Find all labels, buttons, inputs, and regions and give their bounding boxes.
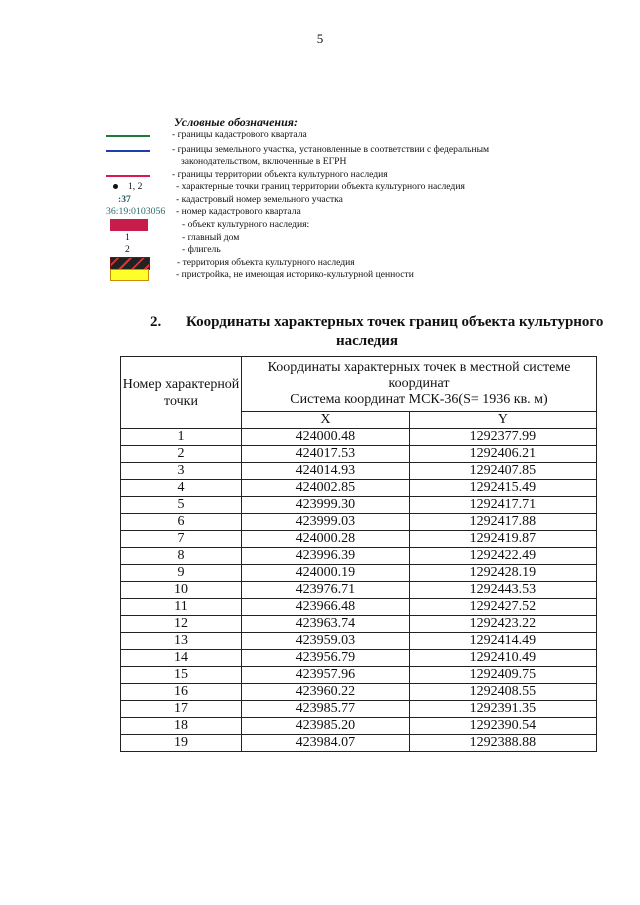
table-row xyxy=(121,446,597,463)
table-row xyxy=(121,565,597,582)
legend-symbol-label: 2 xyxy=(125,244,130,255)
legend-item xyxy=(0,129,640,142)
cell-x: 423956.79 xyxy=(242,650,410,667)
legend-item-text: - кадастровый номер земельного участка xyxy=(176,194,343,205)
table-row xyxy=(121,616,597,633)
cell-y: 1292414.49 xyxy=(409,633,596,650)
cell-y: 1292419.87 xyxy=(409,531,596,548)
cell-point-number: 14 xyxy=(121,650,242,667)
cell-x: 423999.30 xyxy=(242,497,410,514)
cell-point-number: 10 xyxy=(121,582,242,599)
page-number: 5 xyxy=(316,31,324,46)
cell-point-number: 9 xyxy=(121,565,242,582)
legend-item-text: - главный дом xyxy=(182,232,240,243)
header-coordinate-system: Система координат МСК-36(S= 1936 кв. м) xyxy=(290,392,548,407)
cell-x: 423996.39 xyxy=(242,548,410,565)
cell-point-number: 18 xyxy=(121,718,242,735)
legend-item-text: - границы земельного участка, установленные в соответствии с федеральным xyxy=(172,144,490,155)
table-row xyxy=(121,463,597,480)
table-row xyxy=(121,650,597,667)
table-row xyxy=(121,531,597,548)
cell-x: 423960.22 xyxy=(242,684,410,701)
cell-y: 1292410.49 xyxy=(409,650,596,667)
legend-item-text: - границы территории объекта культурного наследия xyxy=(172,169,388,180)
cell-y: 1292417.71 xyxy=(409,497,596,514)
legend-item xyxy=(0,156,640,169)
cell-point-number: 1 xyxy=(121,429,242,446)
cell-y: 1292422.49 xyxy=(409,548,596,565)
cell-y: 1292388.88 xyxy=(409,735,596,752)
legend-symbol-label: 1 xyxy=(125,232,130,243)
legend-line-symbol xyxy=(106,175,150,177)
header-coordinates xyxy=(242,357,597,412)
cell-point-number: 5 xyxy=(121,497,242,514)
section-title-line1: Координаты характерных точек границ объекта культурного xyxy=(186,314,604,330)
cell-point-number: 3 xyxy=(121,463,242,480)
legend-item xyxy=(0,219,640,232)
cell-point-number: 13 xyxy=(121,633,242,650)
cell-point-number: 2 xyxy=(121,446,242,463)
cell-point-number: 19 xyxy=(121,735,242,752)
cell-x: 424002.85 xyxy=(242,480,410,497)
table-row xyxy=(121,735,597,752)
cell-y: 1292391.35 xyxy=(409,701,596,718)
cell-point-number: 12 xyxy=(121,616,242,633)
cell-point-number: 15 xyxy=(121,667,242,684)
table-row xyxy=(121,429,597,446)
section-number: 2. xyxy=(150,314,162,330)
legend-item-text: - номер кадастрового квартала xyxy=(176,206,301,217)
cell-x: 423966.48 xyxy=(242,599,410,616)
cell-point-number: 4 xyxy=(121,480,242,497)
cell-y: 1292377.99 xyxy=(409,429,596,446)
cell-point-number: 16 xyxy=(121,684,242,701)
table-body xyxy=(121,429,597,752)
cell-x: 424000.48 xyxy=(242,429,410,446)
cell-y: 1292423.22 xyxy=(409,616,596,633)
table-row xyxy=(121,480,597,497)
legend-line-symbol xyxy=(106,135,150,137)
cell-x: 423999.03 xyxy=(242,514,410,531)
cell-x: 423985.20 xyxy=(242,718,410,735)
legend-item-text: - пристройка, не имеющая историко-культурной ценности xyxy=(176,269,414,280)
legend-item-text: - характерные точки границ территории объекта культурного наследия xyxy=(176,181,465,192)
cell-y: 1292407.85 xyxy=(409,463,596,480)
legend-item xyxy=(0,244,640,257)
cell-x: 423959.03 xyxy=(242,633,410,650)
legend-heritage-object-symbol xyxy=(110,219,148,231)
legend-item xyxy=(0,181,640,194)
legend-annex-symbol xyxy=(110,269,149,281)
cell-point-number: 11 xyxy=(121,599,242,616)
cell-y: 1292390.54 xyxy=(409,718,596,735)
table-row xyxy=(121,514,597,531)
legend-item-text: законодательством, включенные в ЕГРН xyxy=(181,156,347,167)
cell-y: 1292408.55 xyxy=(409,684,596,701)
cell-y: 1292406.21 xyxy=(409,446,596,463)
cell-point-number: 7 xyxy=(121,531,242,548)
legend-symbol-label: 1, 2 xyxy=(128,181,143,192)
table-row xyxy=(121,684,597,701)
header-x: X xyxy=(242,412,410,429)
cell-x: 424000.28 xyxy=(242,531,410,548)
legend-symbol-label: 36:19:0103056 xyxy=(106,206,166,217)
cell-y: 1292427.52 xyxy=(409,599,596,616)
header-point-number: Номер характерной точки xyxy=(121,357,242,429)
cell-x: 423976.71 xyxy=(242,582,410,599)
cell-x: 424014.93 xyxy=(242,463,410,480)
cell-x: 424000.19 xyxy=(242,565,410,582)
table-row xyxy=(121,599,597,616)
table-row xyxy=(121,718,597,735)
legend-point-symbol xyxy=(113,184,118,189)
legend-item-text: - флигель xyxy=(182,244,221,255)
legend-item-text: - объект культурного наследия: xyxy=(182,219,310,230)
table-row xyxy=(121,633,597,650)
legend-item-text: - территория объекта культурного наследия xyxy=(177,257,355,268)
legend-item-text: - границы кадастрового квартала xyxy=(172,129,307,140)
legend-title: Условные обозначения: xyxy=(174,115,298,129)
cell-y: 1292428.19 xyxy=(409,565,596,582)
cell-y: 1292415.49 xyxy=(409,480,596,497)
legend-symbol-label: :37 xyxy=(118,194,131,205)
cell-x: 424017.53 xyxy=(242,446,410,463)
table-row xyxy=(121,701,597,718)
table-row xyxy=(121,667,597,684)
legend-line-symbol xyxy=(106,150,150,152)
cell-x: 423963.74 xyxy=(242,616,410,633)
table-row xyxy=(121,497,597,514)
cell-x: 423957.96 xyxy=(242,667,410,684)
legend-item xyxy=(0,269,640,282)
section-title-line2: наследия xyxy=(335,333,399,349)
cell-x: 423985.77 xyxy=(242,701,410,718)
cell-x: 423984.07 xyxy=(242,735,410,752)
cell-y: 1292443.53 xyxy=(409,582,596,599)
header-coordinates-line1: Координаты характерных точек в местной системе координат xyxy=(267,360,571,391)
header-y: Y xyxy=(409,412,596,429)
legend-item xyxy=(0,206,640,219)
table-row xyxy=(121,582,597,599)
coordinates-table xyxy=(120,356,597,752)
cell-point-number: 6 xyxy=(121,514,242,531)
cell-point-number: 8 xyxy=(121,548,242,565)
cell-point-number: 17 xyxy=(121,701,242,718)
table-row xyxy=(121,548,597,565)
cell-y: 1292417.88 xyxy=(409,514,596,531)
cell-y: 1292409.75 xyxy=(409,667,596,684)
